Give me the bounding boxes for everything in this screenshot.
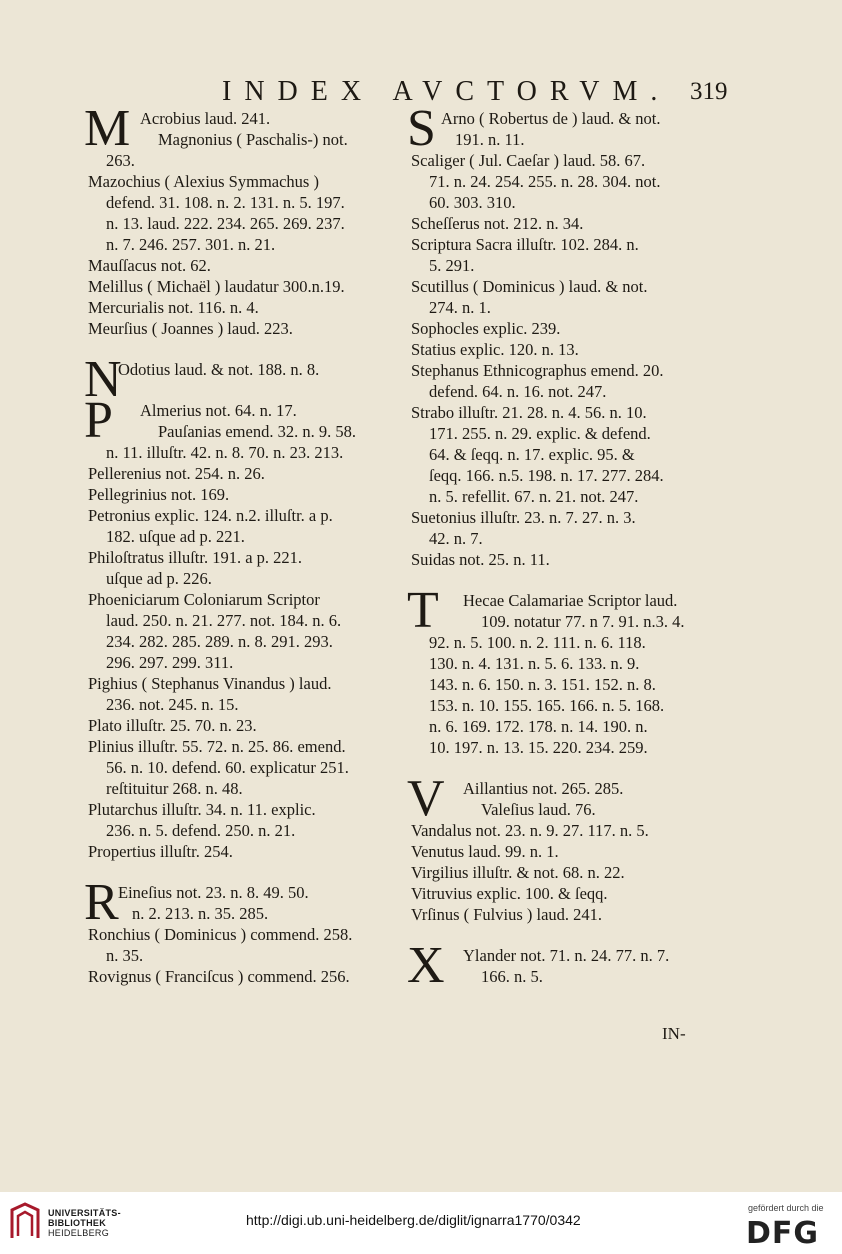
index-entry [88, 463, 418, 484]
entry-line: Virgilius illuſtr. & not. 68. n. 22. [411, 863, 625, 882]
index-entry [88, 484, 418, 505]
entry-line: defend. 64. n. 16. not. 247. [429, 382, 607, 401]
entry-line: Pighius ( Stephanus Vinandus ) laud. [88, 674, 332, 693]
dropcap-initial: P [84, 392, 113, 449]
entry-line: 191. n. 11. [455, 130, 525, 149]
page-title: INDEX AVCTORVM. [222, 76, 671, 107]
index-entry [407, 937, 743, 994]
entry-line: Petronius explic. 124. n.2. illuſtr. a p. [88, 506, 333, 525]
entry-line: reſtituitur 268. n. 48. [106, 779, 243, 798]
library-logo-icon [8, 1202, 42, 1242]
entry-line: 166. n. 5. [481, 967, 543, 986]
entry-line: Mauſſacus not. 62. [88, 256, 211, 275]
catchword: IN- [662, 1024, 686, 1043]
entry-line: Venutus laud. 99. n. 1. [411, 842, 559, 861]
entry-line: Acrobius laud. 241. [140, 109, 271, 128]
index-entry [88, 276, 418, 297]
entry-line: uſque ad p. 226. [106, 569, 212, 588]
entry-line: Ronchius ( Dominicus ) commend. 258. [88, 925, 353, 944]
entry-line: Almerius not. 64. n. 17. [140, 401, 297, 420]
entry-line: n. 35. [106, 946, 144, 965]
index-entry [411, 339, 743, 360]
index-entry [88, 966, 418, 987]
dropcap-initial: M [84, 100, 131, 157]
index-entry [411, 213, 743, 234]
index-entry [411, 904, 743, 925]
entry-line: n. 5. refellit. 67. n. 21. not. 247. [429, 487, 639, 506]
entry-line: Vandalus not. 23. n. 9. 27. 117. n. 5. [411, 821, 649, 840]
index-entry [88, 736, 418, 799]
entry-line: Scheſſerus not. 212. n. 34. [411, 214, 584, 233]
entry-line: 64. & ſeqq. n. 17. explic. 95. & [429, 445, 635, 464]
entry-line: Rovignus ( Franciſcus ) commend. 256. [88, 967, 350, 986]
permalink-url[interactable]: http://digi.ub.uni-heidelberg.de/diglit/ignarra1770/0342 [246, 1212, 581, 1228]
index-entry [88, 318, 418, 339]
entry-line: laud. 250. n. 21. 277. not. 184. n. 6. [106, 611, 342, 630]
dropcap-initial: S [407, 100, 436, 157]
dropcap-initial: T [407, 582, 439, 639]
entry-line: 71. n. 24. 254. 255. n. 28. 304. not. [429, 172, 661, 191]
index-entry [411, 883, 743, 904]
entry-line: Vitruvius explic. 100. & ſeqq. [411, 884, 608, 903]
dropcap-initial: X [407, 937, 445, 994]
entry-line: Melillus ( Michaël ) laudatur 300.n.19. [88, 277, 345, 296]
entry-line: 60. 303. 310. [429, 193, 516, 212]
entry-line: Scriptura Sacra illuſtr. 102. 284. n. [411, 235, 639, 254]
entry-line: Pellerenius not. 254. n. 26. [88, 464, 265, 483]
index-entry [411, 549, 743, 570]
index-entry [411, 360, 743, 402]
entry-line: 236. not. 245. n. 15. [106, 695, 239, 714]
entry-line: 236. n. 5. defend. 250. n. 21. [106, 821, 296, 840]
index-entry [407, 770, 743, 827]
entry-line: 130. n. 4. 131. n. 5. 6. 133. n. 9. [429, 654, 640, 673]
entry-line: Strabo illuſtr. 21. 28. n. 4. 56. n. 10. [411, 403, 647, 422]
index-entry [84, 874, 418, 931]
entry-line: 56. n. 10. defend. 60. explicatur 251. [106, 758, 349, 777]
index-entry [88, 505, 418, 547]
entry-line: 296. 297. 299. 311. [106, 653, 234, 672]
dropcap-initial: N [84, 351, 122, 408]
index-entry [411, 276, 743, 318]
index-entry [84, 351, 418, 408]
library-name [48, 1208, 121, 1238]
index-entry [407, 100, 743, 157]
entry-line: Stephanus Ethnicographus emend. 20. [411, 361, 664, 380]
index-entry [88, 924, 418, 966]
index-entry [411, 234, 743, 276]
entry-line: n. 11. illuſtr. 42. n. 8. 70. n. 23. 213. [106, 443, 344, 462]
entry-line: 171. 255. n. 29. explic. & defend. [429, 424, 651, 443]
entry-line: 274. n. 1. [429, 298, 491, 317]
entry-line: 5. 291. [429, 256, 475, 275]
index-column-left [84, 100, 418, 987]
entry-line: Ylander not. 71. n. 24. 77. n. 7. [463, 946, 670, 965]
entry-line: Hecae Calamariae Scriptor laud. [463, 591, 678, 610]
entry-line: 143. n. 6. 150. n. 3. 151. 152. n. 8. [429, 675, 656, 694]
entry-line: 153. n. 10. 155. 165. 166. n. 5. 168. [429, 696, 665, 715]
entry-line: 109. notatur 77. n 7. 91. n.3. 4. [481, 612, 685, 631]
index-entry [88, 589, 418, 673]
digitization-footer [0, 1192, 842, 1254]
funder-label: gefördert durch die [748, 1203, 824, 1213]
entry-line: n. 2. 213. n. 35. 285. [132, 904, 269, 923]
index-entry [411, 150, 743, 213]
entry-line: defend. 31. 108. n. 2. 131. n. 5. 197. [106, 193, 345, 212]
index-entry [88, 799, 418, 841]
entry-line: n. 13. laud. 222. 234. 265. 269. 237. [106, 214, 345, 233]
entry-line: 42. n. 7. [429, 529, 483, 548]
entry-line: Mazochius ( Alexius Symmachus ) [88, 172, 319, 191]
entry-line: Odotius laud. & not. 188. n. 8. [118, 360, 320, 379]
library-name-line-2: BIBLIOTHEK [48, 1218, 106, 1228]
index-entry [407, 582, 743, 758]
entry-line: Phoeniciarum Coloniarum Scriptor [88, 590, 320, 609]
entry-line: 234. 282. 285. 289. n. 8. 291. 293. [106, 632, 333, 651]
entry-line: Aillantius not. 265. 285. [463, 779, 624, 798]
entry-line: Pauſanias emend. 32. n. 9. 58. [158, 422, 356, 441]
entry-line: Scutillus ( Dominicus ) laud. & not. [411, 277, 648, 296]
index-entry [88, 715, 418, 736]
index-entry [88, 841, 418, 862]
entry-line: Valeſius laud. 76. [481, 800, 596, 819]
entry-line: n. 6. 169. 172. 178. n. 14. 190. n. [429, 717, 648, 736]
entry-line: Sophocles explic. 239. [411, 319, 561, 338]
page-number: 319 [690, 78, 728, 105]
index-entry [88, 171, 418, 255]
entry-line: 10. 197. n. 13. 15. 220. 234. 259. [429, 738, 648, 757]
entry-line: 182. uſque ad p. 221. [106, 527, 245, 546]
index-entry [88, 673, 418, 715]
library-name-line-1: UNIVERSITÄTS- [48, 1208, 121, 1218]
index-entry [84, 100, 418, 171]
entry-line: Arno ( Robertus de ) laud. & not. [441, 109, 661, 128]
index-entry [88, 255, 418, 276]
entry-line: n. 7. 246. 257. 301. n. 21. [106, 235, 276, 254]
entry-line: Scaliger ( Jul. Caeſar ) laud. 58. 67. [411, 151, 646, 170]
entry-line: Suetonius illuſtr. 23. n. 7. 27. n. 3. [411, 508, 636, 527]
entry-line: Suidas not. 25. n. 11. [411, 550, 550, 569]
entry-line: Propertius illuſtr. 254. [88, 842, 233, 861]
entry-line: 263. [106, 151, 135, 170]
index-entry [88, 297, 418, 318]
entry-line: Plato illuſtr. 25. 70. n. 23. [88, 716, 257, 735]
index-entry [411, 507, 743, 549]
library-name-line-3: HEIDELBERG [48, 1228, 110, 1238]
entry-line: Eineſius not. 23. n. 8. 49. 50. [118, 883, 309, 902]
entry-line: Statius explic. 120. n. 13. [411, 340, 579, 359]
index-entry [84, 392, 418, 463]
entry-line: Magnonius ( Paschalis-) not. [158, 130, 348, 149]
entry-line: Plinius illuſtr. 55. 72. n. 25. 86. emend. [88, 737, 346, 756]
index-entry [411, 402, 743, 507]
index-entry [411, 862, 743, 883]
dropcap-initial: R [84, 874, 119, 931]
entry-line: Vrſinus ( Fulvius ) laud. 241. [411, 905, 603, 924]
entry-line: Meurſius ( Joannes ) laud. 223. [88, 319, 293, 338]
dropcap-initial: V [407, 770, 445, 827]
entry-line: ſeqq. 166. n.5. 198. n. 17. 277. 284. [429, 466, 664, 485]
entry-line: Mercurialis not. 116. n. 4. [88, 298, 259, 317]
dfg-logo: DFG [746, 1216, 820, 1251]
index-entry [411, 841, 743, 862]
entry-line: Philoſtratus illuſtr. 191. a p. 221. [88, 548, 303, 567]
index-entry [88, 547, 418, 589]
entry-line: Pellegrinius not. 169. [88, 485, 230, 504]
index-entry [411, 318, 743, 339]
index-entry [411, 820, 743, 841]
entry-line: Plutarchus illuſtr. 34. n. 11. explic. [88, 800, 316, 819]
entry-line: 92. n. 5. 100. n. 2. 111. n. 6. 118. [429, 633, 646, 652]
index-column-right [407, 100, 743, 994]
